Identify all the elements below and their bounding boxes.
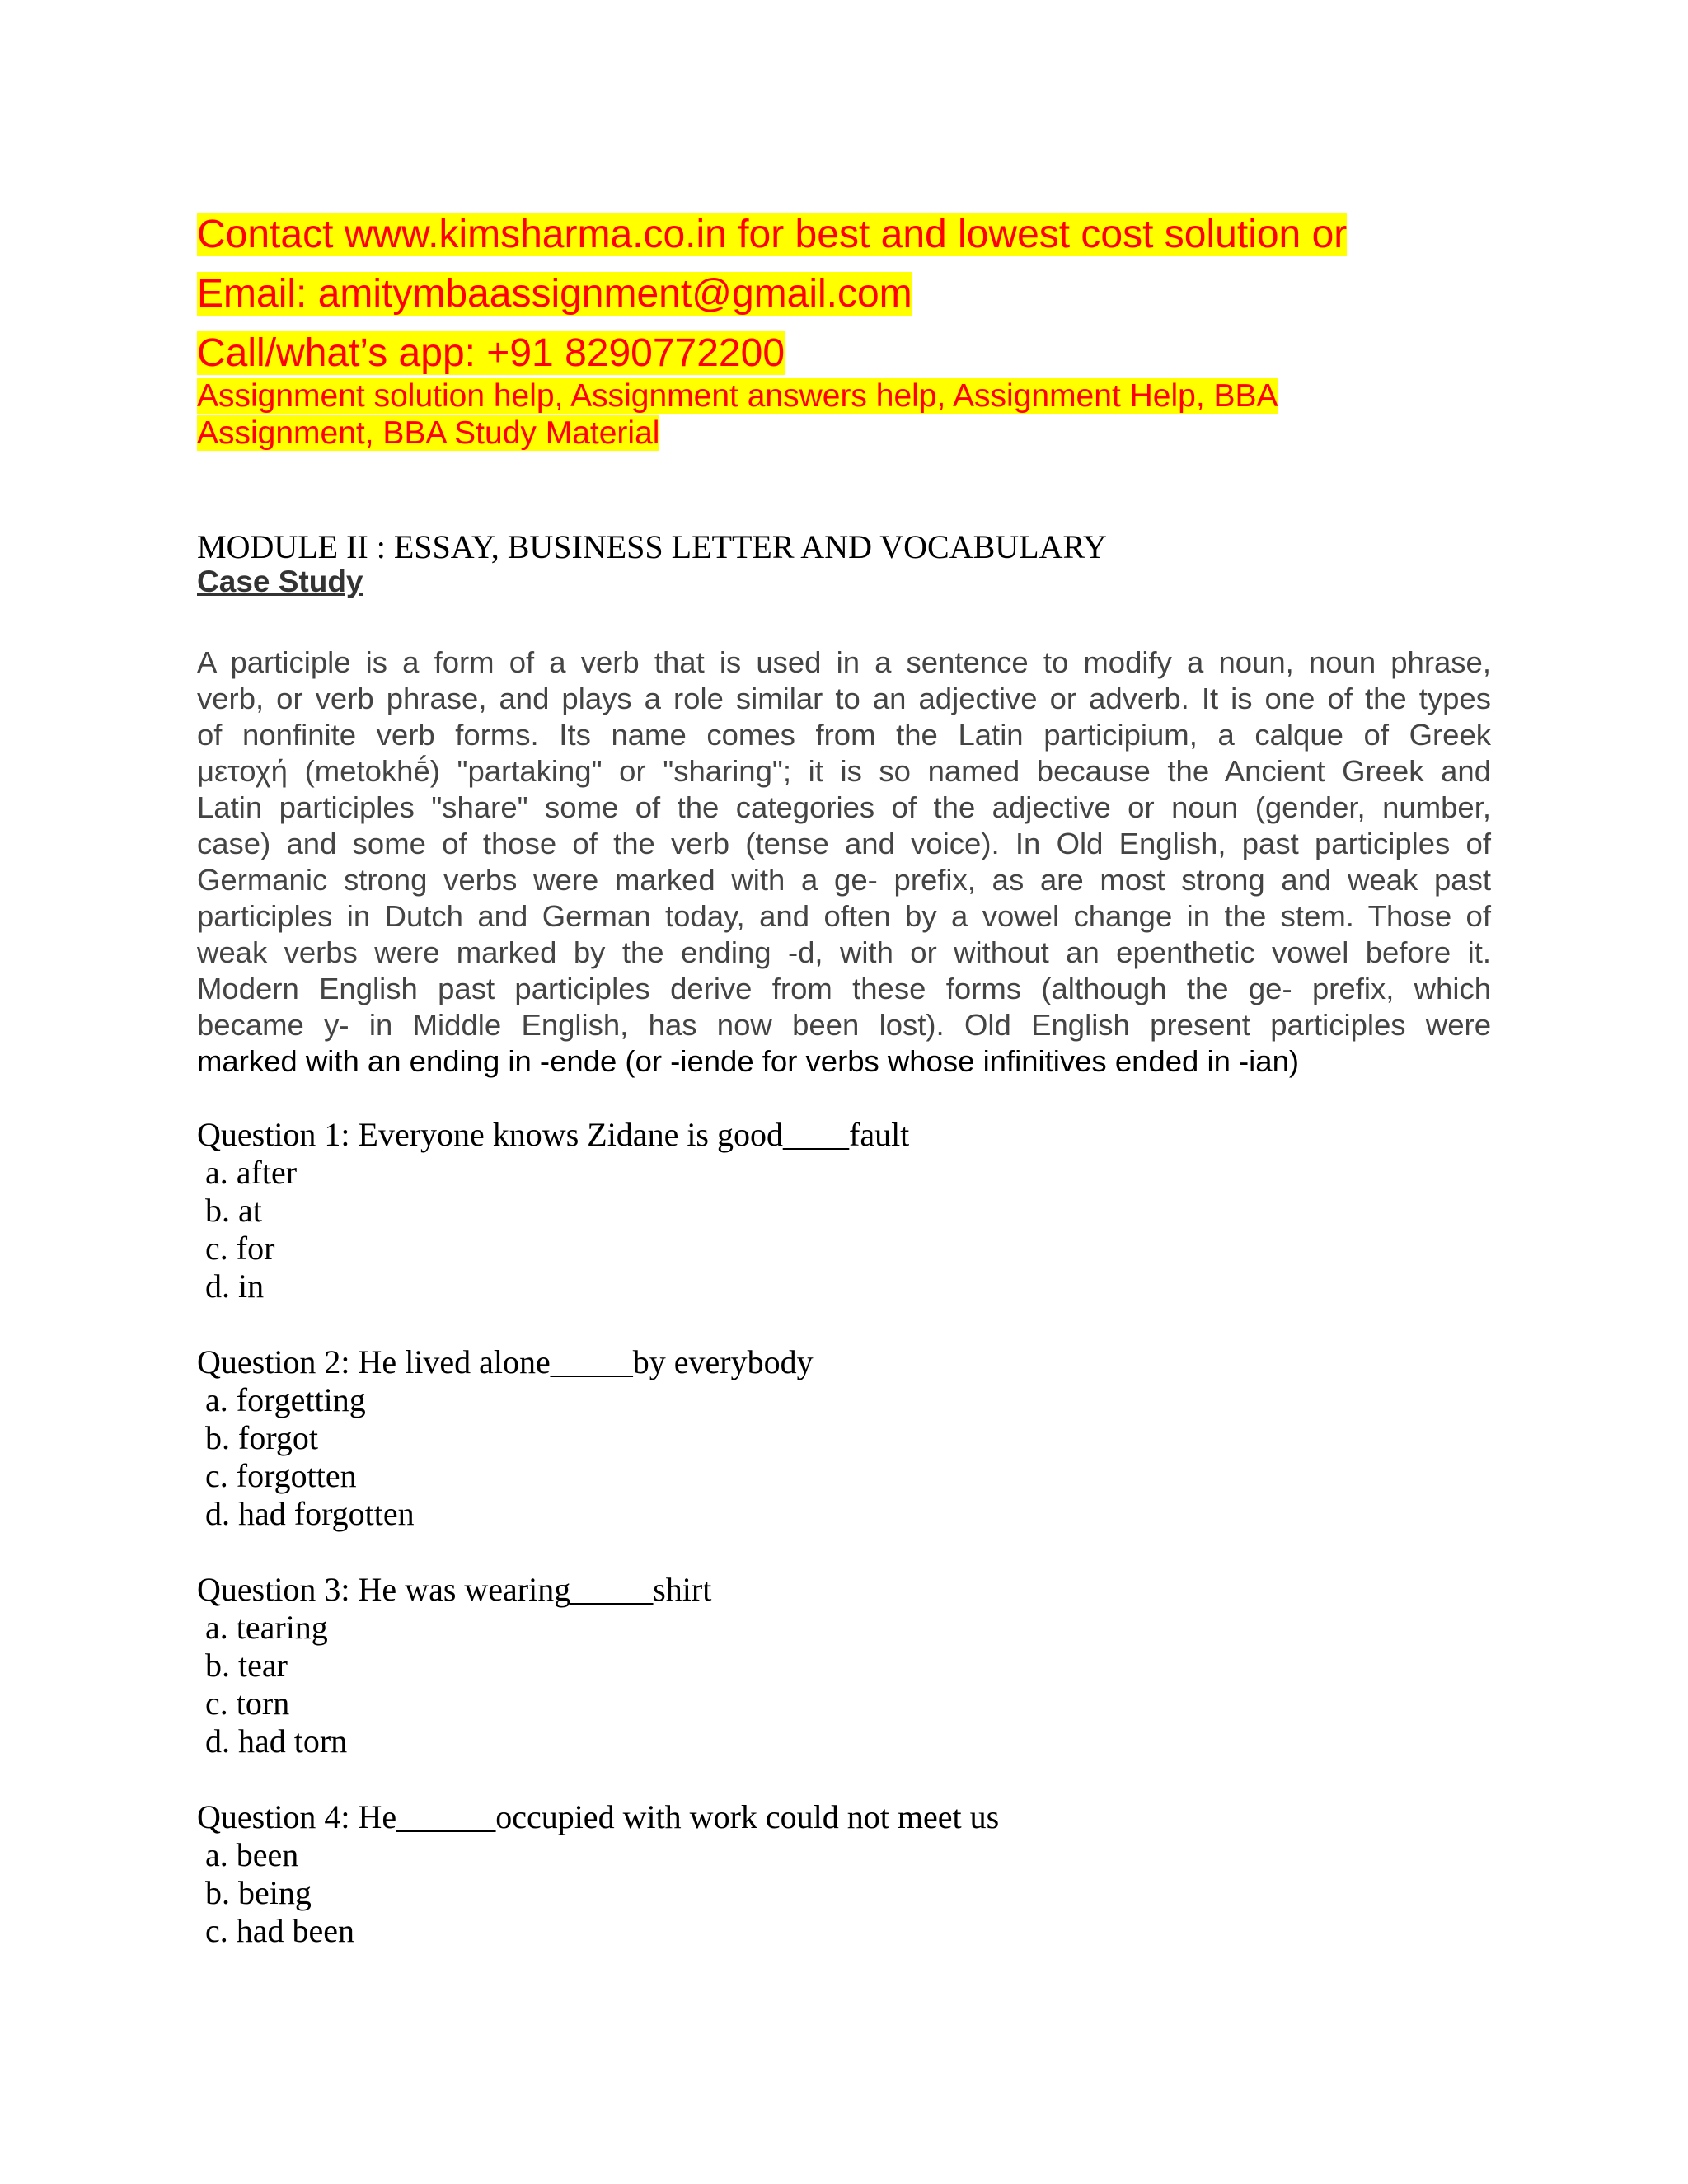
contact-text: Contact www.kimsharma.co.in for best and lowest cost solution or: [197, 213, 1348, 256]
paragraph-line: Modern English past participles derive from these forms (although the ge- prefix, which: [197, 972, 1491, 1005]
paragraph-line: Germanic strong verbs were marked with a ge- prefix, as are most strong and weak past: [197, 863, 1491, 897]
question-2: [197, 1343, 814, 1533]
option-a: a. forgetting: [205, 1381, 366, 1418]
option-b: b. tear: [205, 1647, 288, 1684]
email-text: Email: amitymbaassignment@gmail.com: [197, 272, 912, 316]
call-line: [197, 330, 785, 377]
option-c: c. torn: [205, 1685, 290, 1722]
option-d: d. had torn: [205, 1722, 348, 1760]
paragraph-line: Latin participles "share" some of the categories of the adjective or noun (gender, number,: [197, 790, 1491, 824]
question-3: [197, 1571, 711, 1760]
option-d: d. had forgotten: [205, 1495, 415, 1532]
case-study-heading: Case Study: [197, 565, 363, 598]
paragraph-line: participles in Dutch and German today, and often by a vowel change in the stem. Those of: [197, 899, 1491, 933]
promo-text-2: Assignment, BBA Study Material: [197, 415, 660, 451]
paragraph-line: became y- in Middle English, has now been lost). Old English present participles were: [197, 1008, 1491, 1042]
promo-text-1: Assignment solution help, Assignment answers help, Assignment Help, BBA: [197, 378, 1278, 414]
paragraph-line: weak verbs were marked by the ending -d, with or without an epenthetic vowel before it.: [197, 935, 1491, 969]
paragraph-line: of nonfinite verb forms. Its name comes from the Latin participium, a calque of Greek: [197, 718, 1491, 752]
option-d: d. in: [205, 1268, 265, 1305]
question-4: [197, 1798, 999, 1950]
option-b: b. forgot: [205, 1419, 319, 1456]
call-text: Call/what’s app: +91 8290772200: [197, 331, 785, 375]
case-study-paragraph: [197, 644, 1491, 1080]
paragraph-line: marked with an ending in -ende (or -iende for verbs whose infinitives ended in -ian): [197, 1044, 1300, 1078]
question-text: Question 1: Everyone knows Zidane is good____fault: [197, 1116, 910, 1153]
option-c: c. had been: [205, 1912, 355, 1949]
question-text: Question 3: He was wearing_____shirt: [197, 1571, 712, 1608]
paragraph-line: case) and some of those of the verb (tense and voice). In Old English, past participles of: [197, 827, 1491, 860]
module-title: MODULE II : ESSAY, BUSINESS LETTER AND VOCABULARY: [197, 528, 1107, 565]
promo-block: [197, 377, 1384, 452]
option-c: c. for: [205, 1230, 275, 1267]
option-a: a. after: [205, 1154, 298, 1191]
option-b: b. at: [205, 1192, 262, 1229]
option-b: b. being: [205, 1874, 312, 1911]
paragraph-line: μετοχή (metokhḗ) "partaking" or "sharing"; it is so named because the Ancient Greek and: [197, 754, 1491, 788]
contact-line: [197, 211, 1347, 259]
email-line: [197, 270, 912, 318]
option-a: a. been: [205, 1836, 299, 1873]
question-1: [197, 1116, 909, 1305]
option-c: c. forgotten: [205, 1457, 357, 1494]
option-a: a. tearing: [205, 1609, 328, 1646]
question-text: Question 2: He lived alone_____by everybody: [197, 1343, 814, 1380]
paragraph-line: verb, or verb phrase, and plays a role similar to an adjective or adverb. It is one of the types: [197, 682, 1491, 715]
question-text: Question 4: He______occupied with work could not meet us: [197, 1798, 1000, 1835]
paragraph-line: A participle is a form of a verb that is used in a sentence to modify a noun, noun phrase,: [197, 645, 1491, 679]
